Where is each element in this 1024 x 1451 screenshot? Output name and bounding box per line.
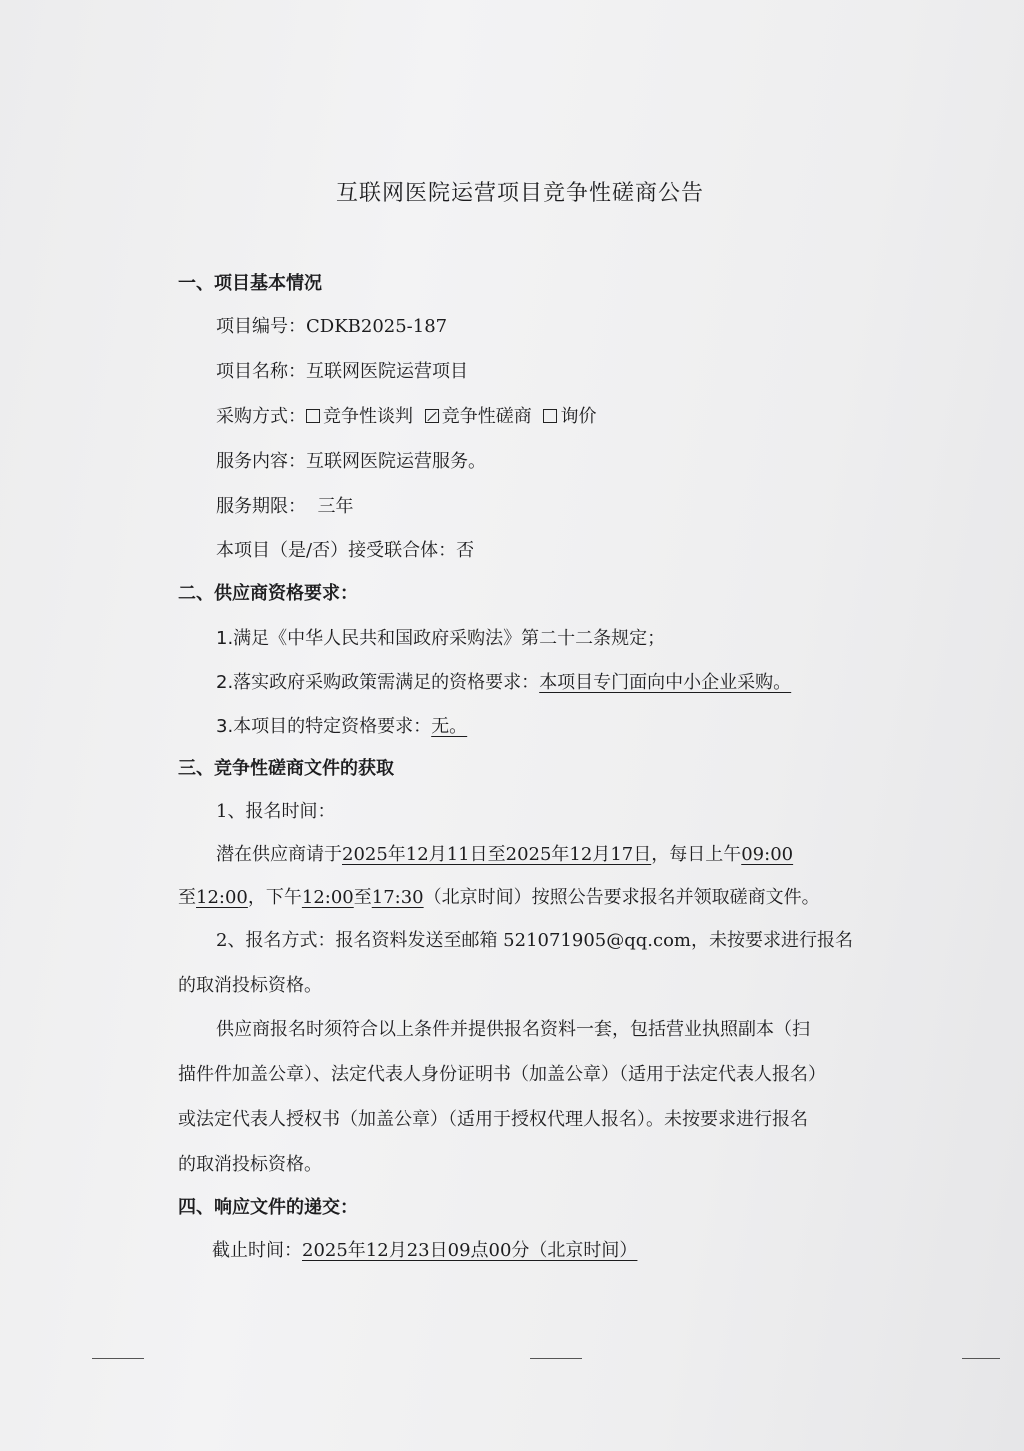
- registration-time-line-2: [178, 889, 820, 907]
- deadline-value: 2025年12月23日09点00分（北京时间）: [302, 1240, 638, 1261]
- requirement-line-4: 的取消投标资格。: [178, 1154, 322, 1175]
- afternoon-start-time: 12:00: [301, 887, 354, 908]
- qualification-item-2-value: 本项目专门面向中小企业采购。: [539, 672, 792, 693]
- registration-method-line-2: 的取消投标资格。: [178, 975, 322, 996]
- text-segment: ，下午: [247, 887, 302, 908]
- section-4-heading: 四、响应文件的递交：: [178, 1197, 358, 1218]
- section-1-heading: 一、项目基本情况: [178, 273, 322, 294]
- section-2-heading: 二、供应商资格要求：: [178, 583, 358, 604]
- checkbox-checked-icon: [425, 409, 439, 423]
- footer-divider: [92, 1358, 144, 1359]
- requirement-line-3: 或法定代表人授权书（加盖公章）（适用于授权代理人报名）。未按要求进行报名: [178, 1109, 808, 1130]
- purchase-method-label: 采购方式：: [216, 406, 306, 427]
- service-content: 服务内容：互联网医院运营服务。: [216, 451, 486, 472]
- registration-time-line-1: [216, 846, 793, 864]
- project-number: 项目编号：CDKB2025-187: [216, 316, 448, 337]
- purchase-option-consultation: 竞争性磋商: [441, 406, 532, 427]
- submission-deadline: [212, 1242, 637, 1260]
- text-segment: 至: [178, 887, 196, 908]
- purchase-option-negotiation: 竞争性谈判: [323, 406, 413, 427]
- morning-end-time: 12:00: [196, 887, 248, 908]
- service-period: 服务期限： 三年: [216, 496, 354, 517]
- checkbox-unchecked-icon: [306, 409, 320, 423]
- project-name: 项目名称：互联网医院运营项目: [216, 361, 468, 382]
- text-segment: ，每日上午: [651, 844, 742, 865]
- document-title: 互联网医院运营项目竞争性磋商公告: [335, 181, 704, 206]
- qualification-item-3-value: 无。: [431, 716, 468, 737]
- date-range: 2025年12月11日至2025年12月17日: [342, 844, 652, 865]
- qualification-item-1: 1.满足《中华人民共和国政府采购法》第二十二条规定；: [216, 628, 666, 649]
- consortium-clause: 本项目（是/否）接受联合体：否: [216, 540, 475, 561]
- checkbox-unchecked-icon: [543, 409, 557, 423]
- qualification-item-3: [216, 718, 467, 736]
- purchase-option-inquiry: 询价: [560, 406, 597, 427]
- section-3-heading: 三、竞争性磋商文件的获取: [178, 758, 394, 779]
- registration-method-line-1: 2、报名方式：报名资料发送至邮箱 521071905@qq.com，未按要求进行报名: [216, 930, 853, 951]
- footer-divider: [530, 1358, 582, 1359]
- qualification-item-3-label: 3.本项目的特定资格要求：: [216, 716, 432, 737]
- requirement-line-2: 描件件加盖公章）、法定代表人身份证明书（加盖公章）（适用于法定代表人报名）: [178, 1064, 826, 1085]
- registration-time-label: 1、报名时间：: [216, 801, 336, 822]
- morning-start-time: 09:00: [741, 844, 794, 865]
- text-segment: （北京时间）按照公告要求报名并领取磋商文件。: [423, 887, 820, 908]
- footer-divider: [962, 1358, 1000, 1359]
- qualification-item-2: [216, 674, 791, 692]
- text-segment: 至: [353, 887, 372, 908]
- text-segment: 潜在供应商请于: [216, 844, 342, 865]
- purchase-method: [216, 408, 596, 426]
- afternoon-end-time: 17:30: [371, 887, 424, 908]
- deadline-label: 截止时间：: [212, 1240, 302, 1261]
- requirement-line-1: 供应商报名时须符合以上条件并提供报名资料一套，包括营业执照副本（扫: [216, 1019, 810, 1040]
- qualification-item-2-label: 2.落实政府采购政策需满足的资格要求：: [216, 672, 540, 693]
